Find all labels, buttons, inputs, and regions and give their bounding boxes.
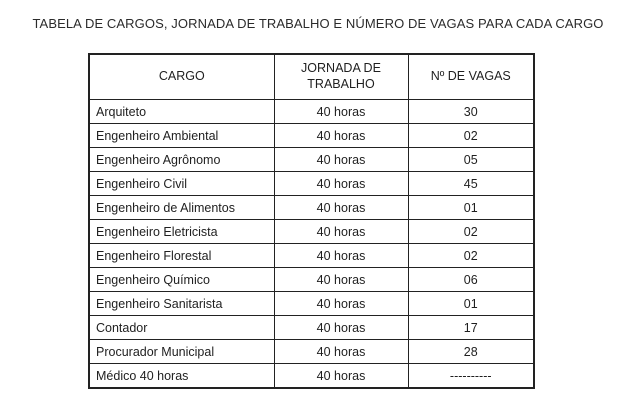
cell-cargo: Engenheiro Eletricista bbox=[89, 220, 274, 244]
cell-cargo: Contador bbox=[89, 316, 274, 340]
cell-vagas: 28 bbox=[408, 340, 534, 364]
cell-cargo: Engenheiro Civil bbox=[89, 172, 274, 196]
table-header bbox=[89, 54, 534, 100]
cell-vagas: 02 bbox=[408, 244, 534, 268]
table-row bbox=[89, 220, 534, 244]
cell-jornada: 40 horas bbox=[274, 196, 408, 220]
table-row bbox=[89, 244, 534, 268]
cell-cargo: Médico 40 horas bbox=[89, 364, 274, 389]
table-row bbox=[89, 100, 534, 124]
cell-jornada: 40 horas bbox=[274, 316, 408, 340]
cell-jornada: 40 horas bbox=[274, 124, 408, 148]
table-row bbox=[89, 292, 534, 316]
column-header-cargo: CARGO bbox=[89, 54, 274, 100]
cell-cargo: Engenheiro Químico bbox=[89, 268, 274, 292]
cell-vagas: 02 bbox=[408, 220, 534, 244]
table-row bbox=[89, 340, 534, 364]
table-row bbox=[89, 148, 534, 172]
cell-jornada: 40 horas bbox=[274, 220, 408, 244]
cell-jornada: 40 horas bbox=[274, 148, 408, 172]
cell-vagas: 01 bbox=[408, 196, 534, 220]
page-title: TABELA DE CARGOS, JORNADA DE TRABALHO E NÚMERO DE VAGAS PARA CADA CARGO bbox=[32, 16, 604, 31]
table-row bbox=[89, 124, 534, 148]
column-header-jornada: JORNADA DE TRABALHO bbox=[274, 54, 408, 100]
cell-jornada: 40 horas bbox=[274, 172, 408, 196]
cell-cargo: Procurador Municipal bbox=[89, 340, 274, 364]
cell-vagas: 17 bbox=[408, 316, 534, 340]
cell-jornada: 40 horas bbox=[274, 364, 408, 389]
cell-cargo: Engenheiro Ambiental bbox=[89, 124, 274, 148]
table-row bbox=[89, 316, 534, 340]
cell-jornada: 40 horas bbox=[274, 292, 408, 316]
table-body bbox=[89, 100, 534, 389]
cell-vagas: 02 bbox=[408, 124, 534, 148]
cell-jornada: 40 horas bbox=[274, 100, 408, 124]
table-row bbox=[89, 196, 534, 220]
table-row bbox=[89, 268, 534, 292]
cell-cargo: Engenheiro Florestal bbox=[89, 244, 274, 268]
cell-vagas: 30 bbox=[408, 100, 534, 124]
cell-vagas: 06 bbox=[408, 268, 534, 292]
cell-jornada: 40 horas bbox=[274, 244, 408, 268]
cell-vagas: 01 bbox=[408, 292, 534, 316]
column-header-vagas: Nº DE VAGAS bbox=[408, 54, 534, 100]
cell-jornada: 40 horas bbox=[274, 268, 408, 292]
cell-vagas: 05 bbox=[408, 148, 534, 172]
table-row bbox=[89, 364, 534, 389]
header-row bbox=[89, 54, 534, 100]
cell-cargo: Arquiteto bbox=[89, 100, 274, 124]
cell-cargo: Engenheiro Agrônomo bbox=[89, 148, 274, 172]
cell-cargo: Engenheiro Sanitarista bbox=[89, 292, 274, 316]
cell-cargo: Engenheiro de Alimentos bbox=[89, 196, 274, 220]
cell-vagas: 45 bbox=[408, 172, 534, 196]
cargo-table bbox=[88, 53, 535, 389]
cell-vagas: ---------- bbox=[408, 364, 534, 389]
table-row bbox=[89, 172, 534, 196]
cell-jornada: 40 horas bbox=[274, 340, 408, 364]
